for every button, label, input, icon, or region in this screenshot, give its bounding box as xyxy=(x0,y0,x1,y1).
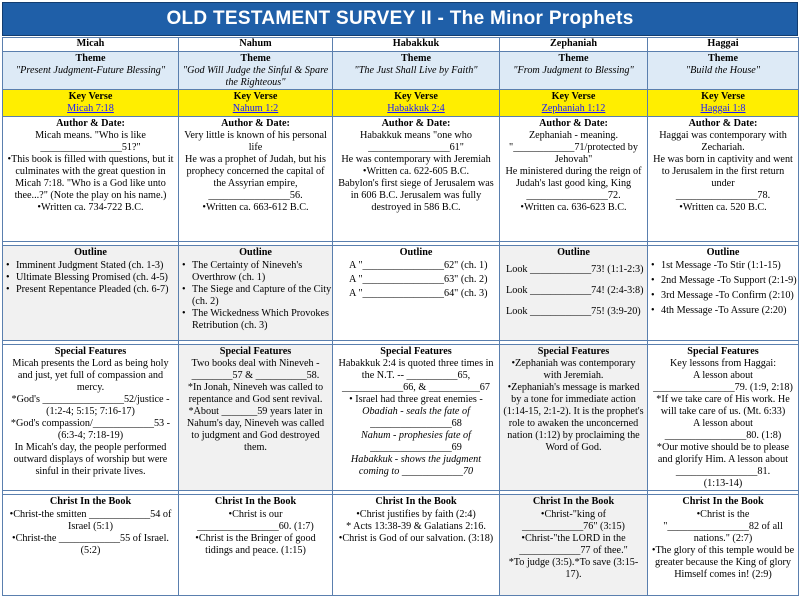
author-line: Zephaniah - meaning. xyxy=(528,130,619,142)
theme-text: "Present Judgment-Future Blessing" xyxy=(15,65,166,77)
key-verse-cell xyxy=(333,90,500,117)
special-line: •Zephaniah was contemporary with Jeremiah. xyxy=(511,358,636,382)
theme-cell xyxy=(3,52,179,90)
author-line: •Written ca. 622-605 B.C. xyxy=(362,166,470,178)
special-line: *In Jonah, Nineveh was called to repentance and God sent revival. xyxy=(187,382,324,406)
author-line: Habakkuk means "one who xyxy=(360,130,472,142)
christ-label: Christ In the Book xyxy=(49,496,132,508)
special-label: Special Features xyxy=(687,346,759,358)
christ-cell xyxy=(648,495,799,596)
list-item: • The Siege and Capture of the City (ch. 2) xyxy=(182,284,332,308)
author-cell xyxy=(333,117,500,242)
christ-label: Christ In the Book xyxy=(375,496,457,508)
christ-label: Christ In the Book xyxy=(532,496,615,508)
author-line: He was born in captivity and went to Jerusalem in the first return under xyxy=(653,154,793,190)
author-line: He was a prophet of Judah, but his prophecy concerned the capital of the Assyrian empire, xyxy=(185,154,326,190)
list-item: Look ____________74! (2:4-3:8) xyxy=(506,285,644,297)
christ-line: •Christ-the ____________55 of Israel. xyxy=(12,532,169,544)
author-line: Micah means. "Who is like xyxy=(35,130,146,142)
list-item: • Present Repentance Pleaded (ch. 6-7) xyxy=(6,284,178,296)
key-verse-cell xyxy=(3,90,179,117)
list-item: • 4th Message -To Assure (2:20) xyxy=(651,305,798,317)
theme-cell xyxy=(500,52,648,90)
list-item: Look ____________75! (3:9-20) xyxy=(506,306,641,318)
special-label: Special Features xyxy=(219,346,292,358)
special-line: *God's ________________52/justice - xyxy=(11,394,170,406)
outline-list xyxy=(500,260,647,318)
author-row xyxy=(3,117,799,242)
christ-cell xyxy=(333,495,500,596)
special-line: ________57 & __________58. xyxy=(191,370,320,382)
outline-cell xyxy=(179,246,333,341)
special-line: A lesson about xyxy=(693,418,753,430)
christ-line: *To judge (3:5).*To save (3:15-17). xyxy=(508,556,639,580)
christ-row xyxy=(3,495,799,596)
special-cell xyxy=(3,345,179,491)
author-cell xyxy=(3,117,179,242)
special-label: Special Features xyxy=(537,346,610,358)
christ-line: •Christ-the smitten ____________54 of Israel (5:1) xyxy=(9,508,172,532)
book-name: Haggai xyxy=(648,38,799,52)
author-line: ________________78. xyxy=(675,190,771,202)
outline-list xyxy=(648,260,798,317)
theme-label: Theme xyxy=(240,53,271,64)
special-line: •Zephaniah's message is marked by a tone for immediate action (1:14-15, 2:1-2). It is the prophet's role to awaken the unconcerned nation (1:12) by proclaiming the Word of God. xyxy=(503,382,644,454)
theme-label: Theme xyxy=(558,53,589,64)
author-line: •Written ca. 636-623 B.C. xyxy=(520,202,627,214)
key-verse-link[interactable]: Nahum 1:2 xyxy=(232,103,279,115)
christ-cell xyxy=(179,495,333,596)
author-label: Author & Date: xyxy=(221,118,290,130)
page-title: OLD TESTAMENT SURVEY II - The Minor Prophets xyxy=(166,8,634,29)
key-verse-link[interactable]: Haggai 1:8 xyxy=(700,103,746,115)
outline-cell xyxy=(333,246,500,341)
theme-row xyxy=(3,52,799,90)
outline-cell xyxy=(648,246,799,341)
christ-line: •The glory of this temple would be greater because the King of glory Himself comes in! (2:9) xyxy=(651,544,795,580)
list-item: • 3rd Message -To Confirm (2:10) xyxy=(651,290,798,302)
author-line: •Written ca. 520 B.C. xyxy=(679,202,767,214)
outline-row xyxy=(3,246,799,341)
author-line: ________________72. xyxy=(526,190,621,202)
outline-label: Outline xyxy=(239,247,272,259)
special-line: ________________81. xyxy=(675,466,771,478)
outline-list xyxy=(333,260,499,300)
author-line: ________________61" xyxy=(368,142,464,154)
author-cell xyxy=(179,117,333,242)
theme-text: "Build the House" xyxy=(685,65,761,77)
special-line: (1:2-4; 5:15; 7:16-17) xyxy=(46,406,135,418)
book-name: Nahum xyxy=(179,38,333,52)
author-label: Author & Date: xyxy=(381,118,451,130)
special-line: Habakkuk 2:4 is quoted three times in the N.T. -- __________65, xyxy=(338,358,494,382)
special-line: A lesson about xyxy=(693,370,753,382)
key-verse-cell xyxy=(648,90,799,117)
special-line: *God's compassion/____________53 - xyxy=(10,418,171,430)
author-cell xyxy=(648,117,799,242)
outline-cell xyxy=(3,246,179,341)
author-line: He ministered during the reign of Judah's last good king, King xyxy=(505,166,642,190)
special-line: ________________69 xyxy=(370,442,462,454)
author-line: ________________56. xyxy=(208,190,303,202)
special-line: *Our motive should be to please and glorify Him. A lesson about xyxy=(656,442,790,466)
special-cell xyxy=(648,345,799,491)
special-line: Obadiah - seals the fate of xyxy=(362,406,470,418)
christ-label: Christ In the Book xyxy=(682,496,764,508)
theme-cell xyxy=(333,52,500,90)
key-verse-label: Key Verse xyxy=(394,91,438,103)
theme-text: "God Will Judge the Sinful & Spare the Righteous" xyxy=(182,65,329,89)
special-line: Key lessons from Haggai: xyxy=(669,358,777,370)
key-verse-label: Key Verse xyxy=(68,91,113,103)
outline-label: Outline xyxy=(557,247,590,259)
author-cell xyxy=(500,117,648,242)
author-line: ________________51?" xyxy=(40,142,141,154)
special-line: ________________80. (1:8) xyxy=(664,430,782,442)
special-line: • Israel had three great enemies - xyxy=(349,394,483,406)
christ-line: •Christ is the Bringer of good tidings and peace. (1:15) xyxy=(195,532,316,556)
special-line: Habakkuk - shows the judgment coming to ____________70 xyxy=(350,454,482,478)
key-verse-label: Key Verse xyxy=(701,91,745,103)
outline-label: Outline xyxy=(399,247,433,259)
special-line: Micah presents the Lord as being holy and just, yet full of compassion and mercy. xyxy=(12,358,169,394)
outline-label: Outline xyxy=(74,247,107,259)
author-line: "____________71/protected by Jehovah" xyxy=(509,142,638,166)
key-verse-label: Key Verse xyxy=(551,91,596,103)
christ-line: ____________77 of thee." xyxy=(519,544,628,556)
book-name-row xyxy=(3,38,799,52)
list-item: • 1st Message -To Stir (1:1-15) xyxy=(651,260,798,272)
christ-line: * Acts 13:38-39 & Galatians 2:16. xyxy=(346,520,486,532)
title-bar xyxy=(2,2,798,36)
author-label: Author & Date: xyxy=(539,118,608,130)
special-line: ________________79. (1:9, 2:18) xyxy=(653,382,793,394)
special-line: Two books deal with Nineveh - xyxy=(191,358,320,370)
book-name: Habakkuk xyxy=(333,38,500,52)
key-verse-row xyxy=(3,90,799,117)
christ-line: •Christ justifies by faith (2:4) xyxy=(356,508,476,520)
list-item: A "________________63" (ch. 2) xyxy=(349,274,488,286)
theme-label: Theme xyxy=(708,53,738,64)
theme-text: "The Just Shall Live by Faith" xyxy=(354,65,478,77)
special-label: Special Features xyxy=(380,346,452,358)
book-name: Zephaniah xyxy=(500,38,648,52)
outline-list xyxy=(3,260,178,296)
special-cell xyxy=(500,345,648,491)
author-line: He was contemporary with Jeremiah xyxy=(341,154,491,166)
author-line: Babylon's first siege of Jerusalem was in 606 B.C. Jerusalem was fully destroyed in 586 B.C. xyxy=(338,178,494,214)
list-item: • Ultimate Blessing Promised (ch. 4-5) xyxy=(6,272,178,284)
christ-cell xyxy=(500,495,648,596)
key-verse-link[interactable]: Micah 7:18 xyxy=(67,103,114,115)
outline-list xyxy=(179,260,332,332)
survey-table xyxy=(2,37,799,596)
special-features-row xyxy=(3,345,799,491)
special-line: In Micah's day, the people performed outward displays of worship but were sinful in their private lives. xyxy=(13,442,168,478)
outline-cell xyxy=(500,246,648,341)
special-line: (1:13-14) xyxy=(703,478,743,490)
special-line: (6:3-4; 7:18-19) xyxy=(57,430,124,442)
theme-label: Theme xyxy=(75,53,106,64)
christ-line: •Christ-"the LORD in the xyxy=(521,532,626,544)
author-line: •Written ca. 734-722 B.C. xyxy=(37,202,144,214)
author-label: Author & Date: xyxy=(688,118,758,130)
special-cell xyxy=(179,345,333,491)
key-verse-link[interactable]: Habakkuk 2:4 xyxy=(387,103,445,115)
christ-line: (5:2) xyxy=(80,544,101,556)
key-verse-cell xyxy=(500,90,648,117)
list-item: A "________________62" (ch. 1) xyxy=(349,260,488,272)
special-line: *If we take care of His work. He will take care of us. (Mt. 6:33) xyxy=(656,394,790,418)
theme-text: "From Judgment to Blessing" xyxy=(513,65,634,77)
list-item: • 2nd Message -To Support (2:1-9) xyxy=(651,275,798,287)
theme-label: Theme xyxy=(401,53,431,64)
christ-line: ________________60. (1:7) xyxy=(197,520,314,532)
author-label: Author & Date: xyxy=(56,118,125,130)
christ-line: ____________76" (3:15) xyxy=(522,520,625,532)
author-line: •This book is filled with questions, but it culminates with the great question in Micah 7:18. "Who is a God like unto thee...?" (Note the play on his name.) xyxy=(7,154,174,202)
special-line: *About _______59 years later in Nahum's day, Nineveh was called to judgment and God destroyed them. xyxy=(186,406,325,454)
special-label: Special Features xyxy=(54,346,127,358)
author-line: Haggai was contemporary with Zechariah. xyxy=(659,130,787,154)
key-verse-link[interactable]: Zephaniah 1:12 xyxy=(541,103,606,115)
key-verse-label: Key Verse xyxy=(233,91,278,103)
list-item: • The Wickedness Which Provokes Retribution (ch. 3) xyxy=(182,308,332,332)
special-line: ____________66, & __________67 xyxy=(341,382,490,394)
special-cell xyxy=(333,345,500,491)
christ-line: •Christ is God of our salvation. (3:18) xyxy=(338,532,494,544)
christ-cell xyxy=(3,495,179,596)
author-line: Very little is known of his personal life xyxy=(184,130,327,154)
christ-line: •Christ is the "________________82 of all nations." (2:7) xyxy=(663,508,783,544)
key-verse-cell xyxy=(179,90,333,117)
author-line: •Written ca. 663-612 B.C. xyxy=(202,202,309,214)
christ-line: •Christ-"king of xyxy=(540,508,607,520)
christ-label: Christ In the Book xyxy=(214,496,297,508)
theme-cell xyxy=(648,52,799,90)
list-item: A "________________64" (ch. 3) xyxy=(349,288,488,300)
theme-cell xyxy=(179,52,333,90)
list-item: • The Certainty of Nineveh's Overthrow (ch. 1) xyxy=(182,260,332,284)
special-line: ________________68 xyxy=(370,418,462,430)
book-name: Micah xyxy=(3,38,179,52)
outline-label: Outline xyxy=(706,247,740,259)
christ-line: •Christ is our xyxy=(228,508,283,520)
list-item: • Imminent Judgment Stated (ch. 1-3) xyxy=(6,260,178,272)
special-line: Nahum - prophesies fate of xyxy=(361,430,471,442)
list-item: Look ____________73! (1:1-2:3) xyxy=(506,264,644,276)
